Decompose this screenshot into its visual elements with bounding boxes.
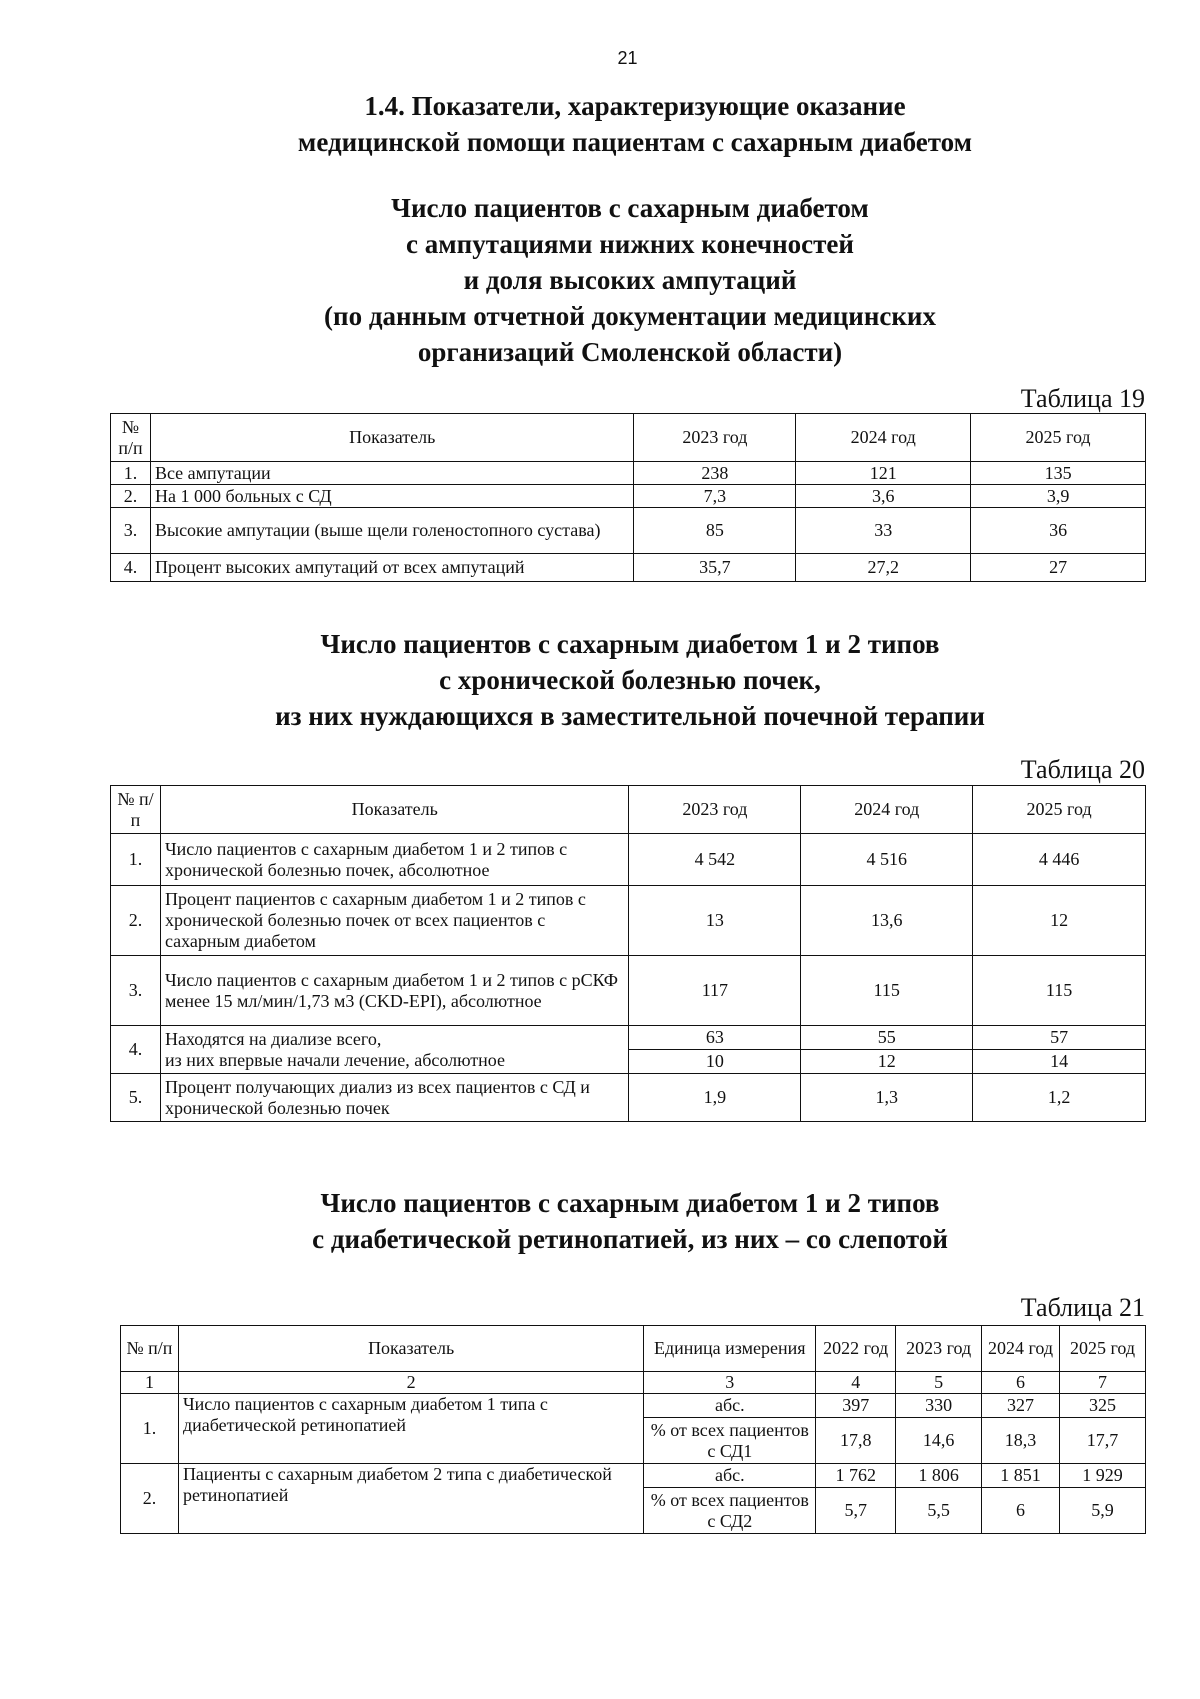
row-num: 4. xyxy=(111,554,151,582)
row-label: Высокие ампутации (выше щели голеностопного сустава) xyxy=(150,508,634,554)
cell-2024: 33 xyxy=(796,508,971,554)
heading-line: с ампутациями нижних конечностей xyxy=(406,229,854,259)
table21-caption: Таблица 21 xyxy=(1020,1293,1145,1322)
cell-2024: 1 851 xyxy=(982,1464,1060,1488)
cell-2023: 7,3 xyxy=(634,485,796,508)
table19-caption: Таблица 19 xyxy=(1020,384,1145,413)
table-19 xyxy=(110,413,1146,582)
cell-2023: 35,7 xyxy=(634,554,796,582)
table-row xyxy=(111,834,1146,886)
header-2025: 2025 год xyxy=(973,786,1146,834)
cell-2024: 6 xyxy=(982,1488,1060,1534)
cell-2025: 36 xyxy=(971,508,1146,554)
cell-2023: 10 xyxy=(629,1050,801,1074)
column-number: 5 xyxy=(896,1372,982,1394)
row-label: На 1 000 больных с СД xyxy=(150,485,634,508)
header-indicator: Показатель xyxy=(178,1326,643,1372)
cell-2025: 135 xyxy=(971,462,1146,485)
row-num: 1. xyxy=(111,834,161,886)
row-num: 1. xyxy=(121,1394,179,1464)
cell-2025: 325 xyxy=(1060,1394,1146,1418)
cell-2023: 13 xyxy=(629,886,801,956)
row-num: 2. xyxy=(111,485,151,508)
table-row xyxy=(111,554,1146,582)
section-title-line: 1.4. Показатели, характеризующие оказание xyxy=(364,91,906,121)
header-2023: 2023 год xyxy=(634,414,796,462)
cell-2024: 18,3 xyxy=(982,1418,1060,1464)
heading-line: и доля высоких ампутаций xyxy=(463,265,797,295)
table21-heading xyxy=(0,1185,1200,1257)
row-label: Число пациентов с сахарным диабетом 1 и 2 типов с хронической болезнью почек, абсолютное xyxy=(160,834,629,886)
cell-2022: 1 762 xyxy=(816,1464,896,1488)
header-num: № п/п xyxy=(111,786,161,834)
row-num: 2. xyxy=(121,1464,179,1534)
cell-2023: 330 xyxy=(896,1394,982,1418)
section-title xyxy=(0,88,1200,160)
header-num: № п/п xyxy=(111,414,151,462)
cell-2023: 1,9 xyxy=(629,1074,801,1122)
cell-2024: 1,3 xyxy=(801,1074,973,1122)
header-2025: 2025 год xyxy=(1060,1326,1146,1372)
section-title-line: медицинской помощи пациентам с сахарным диабетом xyxy=(297,127,973,157)
cell-2025: 14 xyxy=(973,1050,1146,1074)
heading-line: с хронической болезнью почек, xyxy=(439,665,821,695)
heading-line: организаций Смоленской области) xyxy=(417,337,843,367)
row-label-line: Находятся на диализе всего, xyxy=(164,1028,382,1049)
heading-line: Число пациентов с сахарным диабетом xyxy=(391,193,869,223)
table-row xyxy=(111,886,1146,956)
cell-2024: 327 xyxy=(982,1394,1060,1418)
header-2022: 2022 год xyxy=(816,1326,896,1372)
table-header xyxy=(111,414,1146,462)
cell-unit: абс. xyxy=(644,1464,816,1488)
header-2024: 2024 год xyxy=(796,414,971,462)
row-label: Число пациентов с сахарным диабетом 1 типа с диабетической ретинопатией xyxy=(178,1394,643,1464)
table-header xyxy=(111,786,1146,834)
column-number: 6 xyxy=(982,1372,1060,1394)
table-row xyxy=(121,1394,1146,1418)
cell-2025: 3,9 xyxy=(971,485,1146,508)
cell-unit: % от всех пациентов с СД2 xyxy=(644,1488,816,1534)
heading-line: (по данным отчетной документации медицинских xyxy=(324,301,936,331)
table-header xyxy=(121,1326,1146,1372)
column-number: 1 xyxy=(121,1372,179,1394)
row-num: 3. xyxy=(111,956,161,1026)
heading-line: из них нуждающихся в заместительной почечной терапии xyxy=(275,701,985,731)
row-label: Число пациентов с сахарным диабетом 1 и 2 типов с рСКФ менее 15 мл/мин/1,73 м3 (CKD-EPI), абсолютное xyxy=(160,956,629,1026)
header-2024: 2024 год xyxy=(982,1326,1060,1372)
table-row xyxy=(111,485,1146,508)
row-label xyxy=(160,1026,629,1074)
table20-caption: Таблица 20 xyxy=(1020,755,1145,784)
cell-2023: 1 806 xyxy=(896,1464,982,1488)
heading-line: с диабетической ретинопатией, из них – со слепотой xyxy=(312,1224,948,1254)
cell-2025: 17,7 xyxy=(1060,1418,1146,1464)
header-num: № п/п xyxy=(121,1326,179,1372)
column-number: 2 xyxy=(178,1372,643,1394)
cell-2025: 12 xyxy=(973,886,1146,956)
cell-2024: 12 xyxy=(801,1050,973,1074)
column-number-row xyxy=(121,1372,1146,1394)
cell-2023: 5,5 xyxy=(896,1488,982,1534)
table-21 xyxy=(120,1325,1146,1534)
table-row xyxy=(111,462,1146,485)
table-row xyxy=(111,1026,1146,1050)
row-num: 5. xyxy=(111,1074,161,1122)
cell-2022: 5,7 xyxy=(816,1488,896,1534)
cell-2024: 4 516 xyxy=(801,834,973,886)
heading-line: Число пациентов с сахарным диабетом 1 и 2 типов xyxy=(320,1188,940,1218)
row-num: 1. xyxy=(111,462,151,485)
cell-2022: 17,8 xyxy=(816,1418,896,1464)
heading-line: Число пациентов с сахарным диабетом 1 и 2 типов xyxy=(320,629,940,659)
header-unit: Единица измерения xyxy=(644,1326,816,1372)
cell-2025: 4 446 xyxy=(973,834,1146,886)
row-label: Пациенты с сахарным диабетом 2 типа с диабетической ретинопатией xyxy=(178,1464,643,1534)
header-2023: 2023 год xyxy=(896,1326,982,1372)
cell-2024: 121 xyxy=(796,462,971,485)
row-label: Процент пациентов с сахарным диабетом 1 и 2 типов с хронической болезнью почек от всех пациентов с сахарным диабетом xyxy=(160,886,629,956)
cell-2024: 55 xyxy=(801,1026,973,1050)
header-2023: 2023 год xyxy=(629,786,801,834)
cell-2024: 115 xyxy=(801,956,973,1026)
cell-2022: 397 xyxy=(816,1394,896,1418)
cell-2025: 57 xyxy=(973,1026,1146,1050)
header-2025: 2025 год xyxy=(971,414,1146,462)
table-row xyxy=(111,956,1146,1026)
table-row xyxy=(111,1074,1146,1122)
page-number: 21 xyxy=(617,48,638,68)
cell-2024: 13,6 xyxy=(801,886,973,956)
table-row xyxy=(121,1464,1146,1488)
cell-2023: 85 xyxy=(634,508,796,554)
header-indicator: Показатель xyxy=(160,786,629,834)
cell-2025: 27 xyxy=(971,554,1146,582)
row-label: Процент получающих диализ из всех пациентов с СД и хронической болезнью почек xyxy=(160,1074,629,1122)
row-label: Процент высоких ампутаций от всех ампутаций xyxy=(150,554,634,582)
table20-heading xyxy=(0,626,1200,734)
header-indicator: Показатель xyxy=(150,414,634,462)
cell-2025: 5,9 xyxy=(1060,1488,1146,1534)
cell-2024: 3,6 xyxy=(796,485,971,508)
row-label: Все ампутации xyxy=(150,462,634,485)
table-20 xyxy=(110,785,1146,1122)
cell-2023: 117 xyxy=(629,956,801,1026)
cell-2023: 4 542 xyxy=(629,834,801,886)
cell-2023: 63 xyxy=(629,1026,801,1050)
column-number: 7 xyxy=(1060,1372,1146,1394)
row-num: 3. xyxy=(111,508,151,554)
column-number: 3 xyxy=(644,1372,816,1394)
cell-unit: абс. xyxy=(644,1394,816,1418)
cell-2025: 115 xyxy=(973,956,1146,1026)
header-2024: 2024 год xyxy=(801,786,973,834)
cell-2023: 14,6 xyxy=(896,1418,982,1464)
row-num: 2. xyxy=(111,886,161,956)
cell-2024: 27,2 xyxy=(796,554,971,582)
row-num: 4. xyxy=(111,1026,161,1074)
cell-unit: % от всех пациентов с СД1 xyxy=(644,1418,816,1464)
cell-2025: 1 929 xyxy=(1060,1464,1146,1488)
column-number: 4 xyxy=(816,1372,896,1394)
table19-heading xyxy=(0,190,1200,370)
row-label-line: из них впервые начали лечение, абсолютное xyxy=(164,1049,506,1070)
cell-2023: 238 xyxy=(634,462,796,485)
table-row xyxy=(111,508,1146,554)
cell-2025: 1,2 xyxy=(973,1074,1146,1122)
